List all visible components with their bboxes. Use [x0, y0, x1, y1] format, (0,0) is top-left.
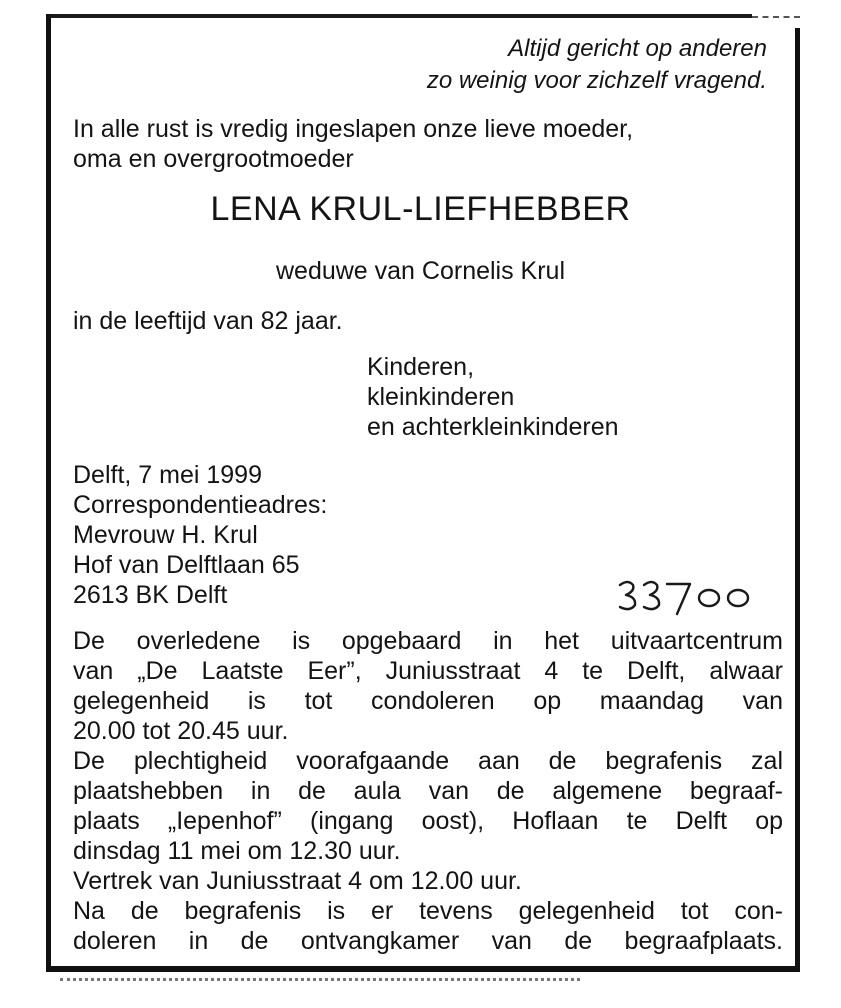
border-top-tail	[752, 16, 800, 20]
age-line: in de leeftijd van 82 jaar.	[73, 307, 343, 335]
border-top	[46, 14, 752, 18]
address-line-label: Correspondentieadres:	[73, 491, 328, 519]
deceased-name: LENA KRUL-LIEFHEBBER	[210, 190, 631, 228]
body-line-4: 20.00 tot 20.45 uur.	[73, 717, 289, 745]
body-line-2: van „De Laatste Eer”, Juniusstraat 4 te Delft, alwaar	[73, 657, 783, 685]
body-line-5: De plechtigheid voorafgaande aan de begrafenis zal	[73, 747, 783, 775]
address-line-name: Mevrouw H. Krul	[73, 521, 258, 549]
border-right	[795, 28, 800, 972]
intro-line-1: In alle rust is vredig ingeslapen onze lieve moeder,	[73, 115, 634, 143]
border-bottom	[46, 966, 800, 972]
family-line-3: en achterkleinkinderen	[367, 413, 619, 441]
body-line-11: doleren in de ontvangkamer van de begraafplaats.	[73, 927, 783, 955]
family-line-2: kleinkinderen	[367, 383, 515, 411]
intro-line-2: oma en overgrootmoeder	[73, 145, 354, 173]
body-line-8: dinsdag 11 mei om 12.30 uur.	[73, 837, 401, 865]
body-line-1: De overledene is opgebaard in het uitvaartcentrum	[73, 627, 783, 655]
handwritten-number-mark	[614, 576, 764, 625]
body-line-9: Vertrek van Juniusstraat 4 om 12.00 uur.	[73, 867, 522, 895]
family-line-1: Kinderen,	[367, 353, 475, 381]
body-line-10: Na de begrafenis is er tevens gelegenheid tot con-	[73, 897, 783, 925]
address-line-street: Hof van Delftlaan 65	[73, 551, 300, 579]
motto-line-2: zo weinig voor zichzelf vragend.	[426, 67, 767, 94]
widow-line: weduwe van Cornelis Krul	[275, 257, 566, 285]
border-left	[46, 14, 51, 972]
address-line-postcode: 2613 BK Delft	[73, 581, 228, 609]
body-line-7: plaats „Iepenhof” (ingang oost), Hoflaan te Delft op	[73, 807, 783, 835]
motto-line-1: Altijd gericht op anderen	[508, 35, 767, 62]
scan-artifact-line	[60, 978, 580, 981]
address-line-date: Delft, 7 mei 1999	[73, 461, 262, 489]
body-line-3: gelegenheid is tot condoleren op maandag van	[73, 687, 783, 715]
body-line-6: plaatshebben in de aula van de algemene begraaf-	[73, 777, 783, 805]
